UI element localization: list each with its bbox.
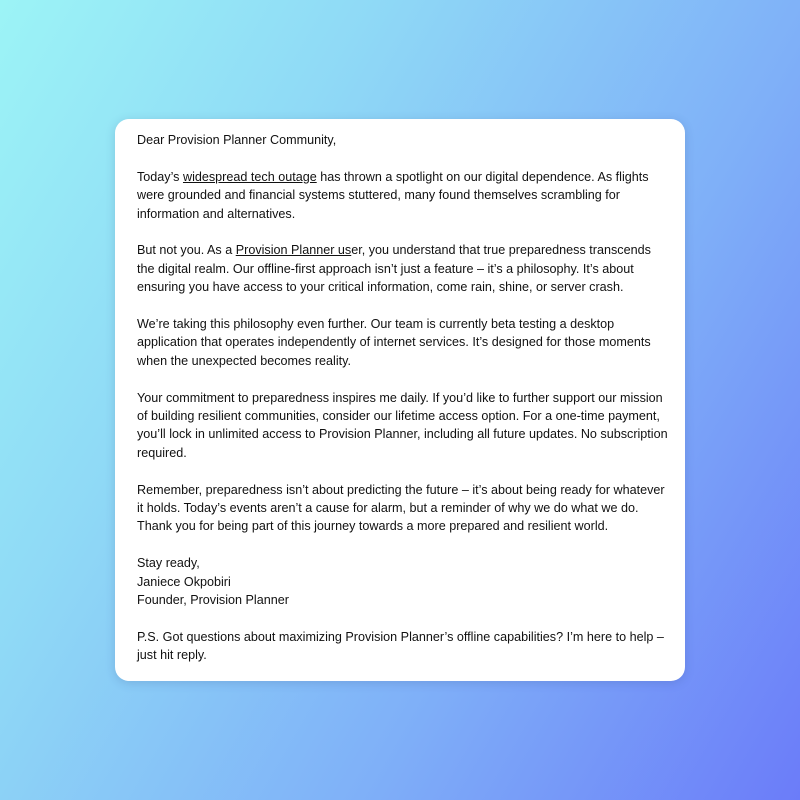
paragraph-text: Thank you for being part of this journey towards a more prepared and resilient world. xyxy=(137,519,609,534)
greeting: Dear Provision Planner Community, xyxy=(137,133,337,147)
tech-outage-link[interactable]: widespread tech outage xyxy=(182,169,317,184)
paragraph-text: But not you. As a xyxy=(137,243,236,258)
paragraph-desktop-beta: We’re taking this philosophy even further. Our team is currently beta testing a desktop application that operates independently of internet services. It’s designed for those moments when the unexpected becomes reality. xyxy=(137,317,651,368)
paragraph-lifetime-access: Your commitment to preparedness inspires me daily. If you’d like to further support our mission of building resilient communities, consider our lifetime access option. For a one-time payment, you’ll lock in unlimited access to Provision Planner, including all future updates. No subscription required. xyxy=(137,390,668,460)
letter-card xyxy=(115,119,685,681)
signoff-closing: Stay ready, xyxy=(137,556,200,571)
signoff-name: Janiece Okpobiri xyxy=(137,574,231,589)
paragraph-outage xyxy=(137,168,669,223)
paragraph-text: has thrown a spotlight on our digital dependence. As flights were grounded and financial systems stuttered, many found themselves scrambling for information and alternatives. xyxy=(137,169,649,221)
signoff-title: Founder, Provision Planner xyxy=(137,593,289,608)
paragraph-text: er, you understand that true preparedness transcends the digital realm. Our offline-first approach isn’t just a feature – it’s a philosophy. It’s about ensuring you have access to your critical information, come rain, shine, or server crash. xyxy=(137,243,651,295)
provision-planner-link[interactable]: Provision Planner us xyxy=(235,243,352,258)
signature-block xyxy=(137,554,669,609)
paragraph-offline-first xyxy=(137,241,669,296)
paragraph-text: Remember, preparedness isn’t about predicting the future – it’s about being ready for whatever it holds. Today’s events aren’t a cause for alarm, but a reminder of why we do what we do. xyxy=(137,482,665,516)
paragraph-remember xyxy=(137,481,669,536)
paragraph-text: Today’s xyxy=(137,169,183,184)
postscript: P.S. Got questions about maximizing Provision Planner’s offline capabilities? I’m here to help – just hit reply. xyxy=(137,629,664,663)
